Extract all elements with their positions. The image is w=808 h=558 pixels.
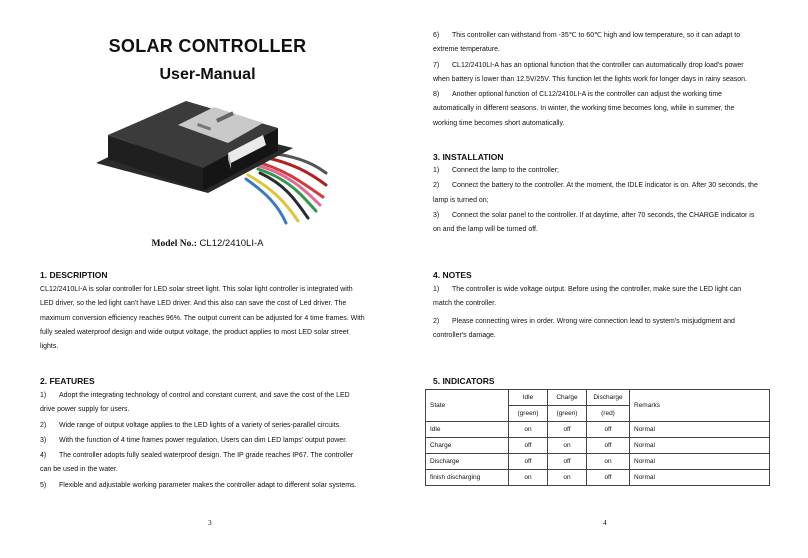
table-cell: on: [509, 422, 548, 438]
item-continuation: lamp is turned on;: [433, 196, 489, 204]
item-number: 3): [433, 211, 440, 219]
description-line: CL12/2410LI-A is solar controller for LED solar street light. This solar light controller is integrated with: [40, 286, 353, 293]
item-text: Connect the battery to the controller. At the moment, the IDLE indicator is on. After 30 seconds, the: [452, 182, 758, 190]
item-number: 3): [40, 436, 47, 444]
description-heading: 1. DESCRIPTION: [40, 270, 108, 280]
header-charge-color: (green): [548, 406, 587, 422]
indicators-heading: 5. INDICATORS: [433, 376, 495, 386]
header-discharge: Discharge: [587, 390, 630, 406]
table-cell: Idle: [426, 422, 509, 438]
table-cell: on: [587, 454, 630, 470]
list-item: [40, 449, 385, 463]
item-text: This controller can withstand from -35℃ to 60℃ high and low temperature, so it can adapt to: [452, 32, 741, 39]
table-cell: on: [509, 470, 548, 486]
item-continuation: automatically in different seasons. In winter, the working time becomes long, while in summer, the: [433, 105, 735, 113]
description-line: maximum conversion efficiency reaches 96%. The output current can be adjusted for 4 time frames. With: [40, 314, 365, 322]
table-cell: off: [587, 470, 630, 486]
header-idle-color: (green): [509, 406, 548, 422]
notes-heading: 4. NOTES: [433, 270, 472, 280]
item-text: Wide range of output voltage applies to the LED lights of a variety of series-parallel circuits.: [59, 421, 342, 429]
item-number: 5): [40, 481, 47, 489]
table-row: [426, 438, 770, 454]
list-item: [40, 419, 385, 433]
features-continued-list: [433, 29, 778, 131]
header-charge: Charge: [548, 390, 587, 406]
features-list: [40, 389, 385, 493]
table-header-row: [426, 390, 770, 406]
item-number: 1): [40, 392, 47, 399]
item-continuation: drive power supply for users.: [40, 406, 130, 414]
item-continuation: when battery is lower than 12.5V/25V. This function let the lights work for longer days in rainy season.: [433, 75, 748, 83]
item-text: With the function of 4 time frames power regulation, Users can dim LED lamps' output power.: [59, 436, 348, 444]
table-cell: off: [587, 422, 630, 438]
table-row: [426, 422, 770, 438]
item-text: Adopt the integrating technology of control and constant current, and save the cost of the LED: [59, 392, 350, 399]
description-line: LED driver, so the led light can't have LED driver. And this also can save the cost of Led driver. The: [40, 300, 347, 308]
item-continuation: controller's damage.: [433, 331, 496, 339]
description-line: fully sealed waterproof design and wide output voltage, the product applies to most LED solar street: [40, 328, 349, 336]
item-text: Flexible and adjustable working parameter makes the controller adapt to different solar systems.: [59, 481, 357, 489]
list-item: [433, 283, 778, 297]
table-row: [426, 454, 770, 470]
item-text: Connect the lamp to the controller;: [452, 167, 560, 174]
item-number: 2): [40, 421, 47, 429]
item-text: Connect the solar panel to the controller. If at daytime, after 70 seconds, the CHARGE indicator is: [452, 211, 755, 219]
item-number: 7): [433, 61, 440, 69]
list-item: [433, 59, 778, 73]
model-number: [0, 238, 415, 249]
item-number: 4): [40, 452, 47, 460]
table-cell: on: [548, 438, 587, 454]
item-text: The controller adopts fully sealed waterproof design. The IP grade reaches IP67. The controller: [59, 452, 354, 460]
installation-heading: 3. INSTALLATION: [433, 152, 504, 162]
document-subtitle: User-Manual: [159, 66, 256, 83]
table-cell: Normal: [630, 422, 770, 438]
description-line: lights.: [40, 343, 59, 351]
item-number: 8): [433, 91, 440, 99]
table-cell: Charge: [426, 438, 509, 454]
table-cell: Normal: [630, 438, 770, 454]
model-label: Model No.:: [151, 239, 197, 249]
document-title: SOLAR CONTROLLER: [108, 36, 307, 56]
item-continuation: can be used in the water.: [40, 466, 118, 474]
header-idle: Idle: [509, 390, 548, 406]
table-cell: Normal: [630, 454, 770, 470]
table-cell: off: [509, 454, 548, 470]
table-row: [426, 470, 770, 486]
model-value: CL12/2410LI-A: [196, 238, 264, 249]
item-text: The controller is wide voltage output. Before using the controller, make sure the LED light can: [452, 286, 742, 293]
header-remarks: Remarks: [630, 390, 770, 422]
list-item: [433, 88, 778, 102]
table-cell: off: [548, 454, 587, 470]
header-state: State: [426, 390, 509, 422]
list-item: [40, 434, 385, 448]
list-item: [433, 29, 778, 43]
table-cell: off: [587, 438, 630, 454]
description-paragraph: [40, 283, 380, 354]
table-cell: off: [509, 438, 548, 454]
item-number: 6): [433, 32, 440, 39]
page-number-left: 3: [208, 518, 212, 527]
list-item: [433, 209, 778, 223]
product-image: [88, 93, 328, 228]
item-continuation: working time becomes short automatically.: [433, 119, 565, 127]
list-item: [40, 389, 385, 403]
table-cell: off: [548, 422, 587, 438]
item-text: Please connecting wires in order. Wrong wire connection lead to system's misjudgment and: [452, 317, 735, 325]
item-number: 2): [433, 317, 440, 325]
installation-list: [433, 164, 778, 237]
header-discharge-color: (red): [587, 406, 630, 422]
item-number: 2): [433, 182, 440, 190]
table-cell: finish discharging: [426, 470, 509, 486]
list-item: [433, 179, 778, 193]
table-cell: Normal: [630, 470, 770, 486]
notes-list: [433, 283, 778, 343]
item-text: Another optional function of CL12/2410LI-A is the controller can adjust the working time: [452, 91, 723, 99]
list-item: [433, 164, 778, 178]
item-continuation: on and the lamp will be turned off.: [433, 226, 538, 234]
list-item: [40, 479, 385, 493]
item-text: CL12/2410LI-A has an optional function that the controller can automatically drop load's power: [452, 61, 744, 69]
item-continuation: extreme temperature.: [433, 46, 500, 54]
table-cell: on: [548, 470, 587, 486]
page-number-right: 4: [603, 518, 607, 527]
table-cell: Discharge: [426, 454, 509, 470]
features-heading: 2. FEATURES: [40, 376, 95, 386]
indicators-table: [425, 389, 770, 486]
list-item: [433, 315, 778, 329]
item-continuation: match the controller.: [433, 300, 497, 308]
item-number: 1): [433, 167, 440, 174]
item-number: 1): [433, 286, 440, 293]
